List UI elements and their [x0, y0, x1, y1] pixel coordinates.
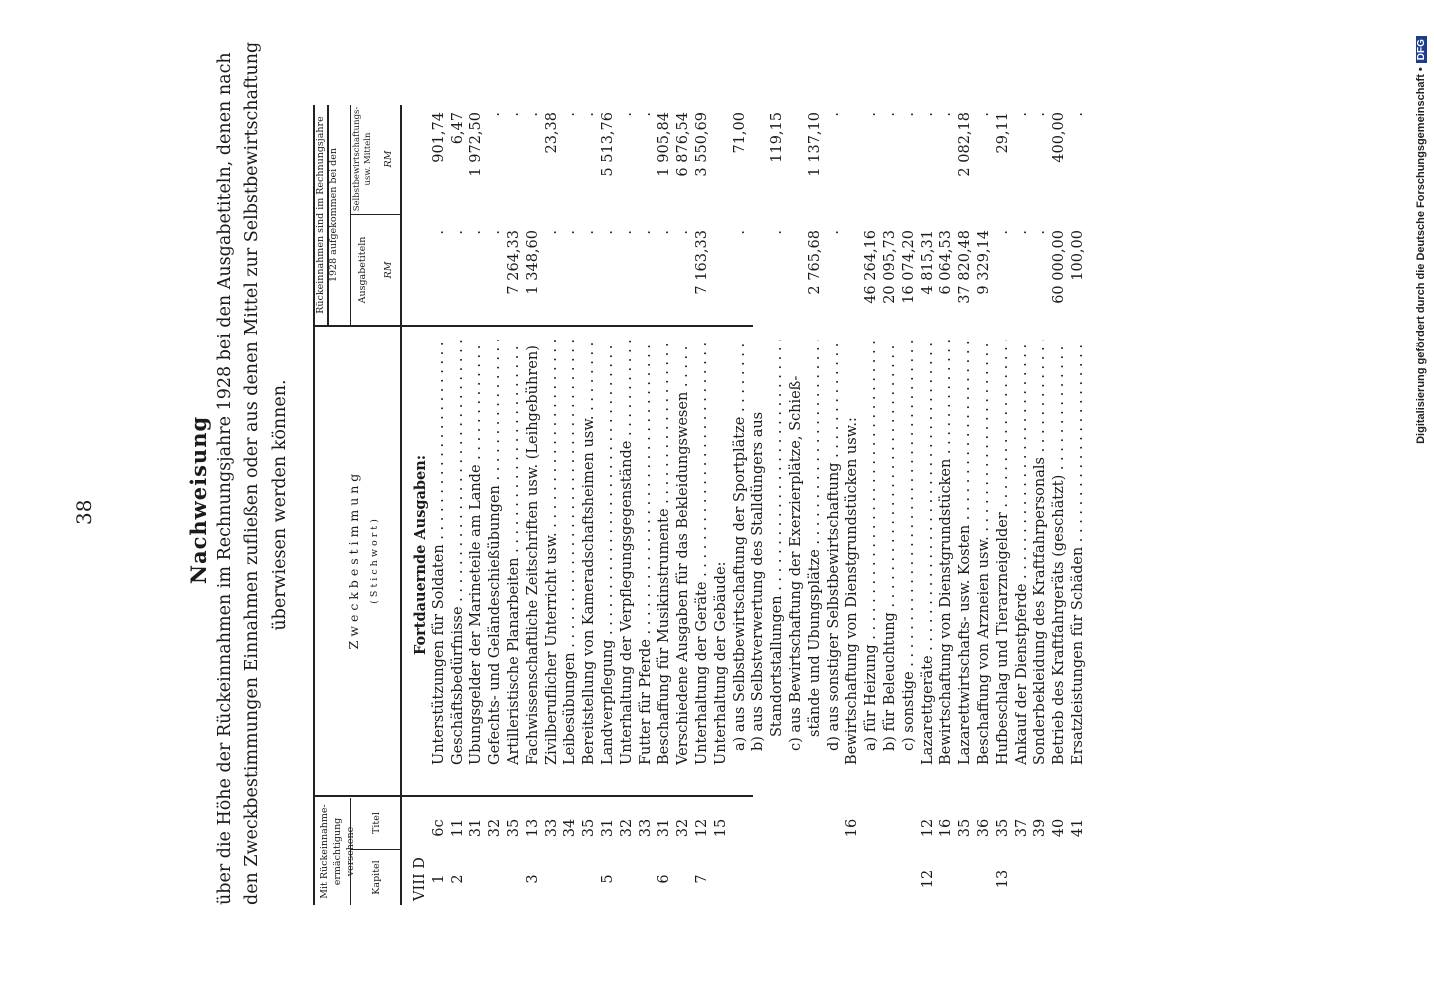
- cell-ausgabetiteln: 2 765,68: [806, 230, 823, 295]
- cell-zweckbestimmung: Fortdauernde Ausgaben:: [412, 454, 429, 655]
- cell-ausgabetiteln: .: [994, 230, 1011, 235]
- cell-ausgabetiteln: .: [1013, 230, 1030, 235]
- table-row: [562, 105, 581, 905]
- cell-titel: 32: [618, 818, 635, 838]
- cell-titel: 6c: [430, 819, 447, 837]
- cell-selbstbewirtschaftung: 901,74: [430, 112, 447, 163]
- table-row: [412, 105, 431, 905]
- cell-kapitel: 2: [449, 874, 466, 884]
- cell-zweckbestimmung: Futter für Pferde . . .: [638, 340, 654, 765]
- subtitle-line-1: über die Höhe der Rückeinnahmen im Rechnungsjahre 1928 bei den Ausgabetiteln, denen nach: [215, 52, 235, 905]
- cell-ausgabetiteln: .: [675, 230, 692, 235]
- cell-selbstbewirtschaftung: 2 082,18: [957, 112, 974, 177]
- cell-zweckbestimmung: Leibesübungen . . .: [562, 340, 578, 765]
- table-row: [901, 105, 920, 905]
- cell-zweckbestimmung: b) aus Selbstverwertung des Stalldüngers aus: [750, 411, 767, 751]
- cell-ausgabetiteln: .: [468, 230, 485, 235]
- cell-zweckbestimmung: Unterstützungen für Soldaten . . .: [431, 340, 447, 765]
- cell-zweckbestimmung: Gefechts- und Geländeschießübungen . . .: [487, 340, 503, 765]
- cell-zweckbestimmung: Artilleristische Planarbeiten . . .: [506, 340, 522, 765]
- cell-zweckbestimmung: Bereitstellung von Kameradschaftsheimen usw. . . .: [581, 340, 597, 765]
- table-row: [1032, 105, 1051, 905]
- cell-zweckbestimmung: Geschäftsbedürfnisse . . .: [450, 340, 466, 765]
- header-kapitel: Kapitel: [371, 860, 382, 895]
- cell-ausgabetiteln: .: [449, 230, 466, 235]
- cell-zweckbestimmung: Landverpflegung . . .: [600, 340, 616, 765]
- cell-titel: 13: [524, 818, 541, 838]
- table-row: [957, 105, 976, 905]
- table-row: [920, 105, 939, 905]
- cell-zweckbestimmung: Beschaffung von Arzneien usw. . . .: [976, 340, 992, 765]
- cell-titel: 31: [656, 818, 673, 838]
- cell-selbstbewirtschaftung: .: [882, 112, 898, 117]
- cell-ausgabetiteln: .: [430, 230, 447, 235]
- cell-zweckbestimmung: Bewirtschaftung von Dienstgrundstücken usw.:: [844, 417, 861, 765]
- cell-titel: 16: [844, 818, 861, 838]
- cell-ausgabetiteln: .: [769, 230, 786, 235]
- cell-kapitel: 7: [694, 874, 710, 884]
- table-row: [431, 105, 450, 905]
- digitization-note: [1411, 0, 1431, 1000]
- cell-titel: 40: [1051, 818, 1068, 838]
- cell-ausgabetiteln: 9 329,14: [976, 230, 992, 295]
- cell-zweckbestimmung: b) für Beleuchtung . . .: [882, 340, 898, 751]
- cell-titel: 36: [976, 818, 992, 838]
- cell-zweckbestimmung: Sonderbekleidung des Kraftfahrpersonals . . .: [1032, 340, 1048, 765]
- subtitle-line-2: den Zweckbestimmungen Einnahmen zufließen oder aus denen Mittel zur Selbstbewirtschaftung: [242, 41, 262, 905]
- table-row: [713, 105, 732, 905]
- header-group: Mit Rückeinnahme-ermächtigung versehene: [319, 804, 356, 899]
- header-rueck: Rückeinnahmen sind im Rechnungsjahre 1928 aufgekommen bei den: [315, 116, 339, 314]
- header-unit-2: RM: [383, 150, 394, 168]
- cell-selbstbewirtschaftung: 6 876,54: [675, 112, 692, 177]
- cell-selbstbewirtschaftung: 1 972,50: [468, 112, 485, 177]
- cell-zweckbestimmung: Betrieb des Kraftfahrgeräts (geschätzt) . . .: [1051, 340, 1067, 765]
- cell-selbstbewirtschaftung: 400,00: [1051, 112, 1068, 163]
- cell-titel: 31: [468, 818, 485, 838]
- cell-selbstbewirtschaftung: .: [581, 112, 598, 117]
- cell-selbstbewirtschaftung: .: [1013, 112, 1030, 117]
- cell-zweckbestimmung: Hufbeschlag und Tierarzneigelder . . .: [995, 340, 1011, 765]
- cell-titel: 37: [1013, 818, 1030, 838]
- cell-zweckbestimmung: Lazarettgeräte . . .: [920, 340, 936, 765]
- cell-ausgabetiteln: 100,00: [1070, 230, 1086, 281]
- table-row: [1070, 105, 1089, 905]
- table-row: [938, 105, 957, 905]
- cell-selbstbewirtschaftung: 119,15: [769, 112, 786, 163]
- cell-selbstbewirtschaftung: 6,47: [449, 112, 466, 145]
- cell-titel: 35: [994, 818, 1011, 838]
- cell-ausgabetiteln: .: [656, 230, 673, 235]
- cell-selbstbewirtschaftung: 1 905,84: [656, 112, 673, 177]
- cell-ausgabetiteln: 7 163,33: [694, 230, 710, 295]
- cell-selbstbewirtschaftung: .: [487, 112, 504, 117]
- cell-selbstbewirtschaftung: .: [562, 112, 579, 117]
- side-note-text: Digitalisierung gefördert durch die Deutsche Forschungsgemeinschaft •: [1415, 67, 1427, 444]
- cell-selbstbewirtschaftung: .: [1032, 112, 1049, 117]
- cell-zweckbestimmung: Standortstallungen . . .: [769, 340, 785, 737]
- cell-ausgabetiteln: .: [825, 230, 842, 235]
- table-row: [1014, 105, 1033, 905]
- page-number: 38: [72, 499, 96, 525]
- cell-ausgabetiteln: .: [731, 230, 748, 235]
- cell-selbstbewirtschaftung: .: [825, 112, 842, 117]
- cell-ausgabetiteln: .: [637, 230, 654, 235]
- table-row: [995, 105, 1014, 905]
- table-row: [600, 105, 619, 905]
- table-row: [826, 105, 845, 905]
- cell-ausgabetiteln: 1 348,60: [524, 230, 541, 295]
- cell-zweckbestimmung: Unterhaltung der Gebäude:: [712, 561, 729, 765]
- cell-ausgabetiteln: 6 064,53: [938, 230, 955, 295]
- cell-titel: 16: [938, 818, 955, 838]
- cell-zweckbestimmung: a) für Heizung . . .: [863, 340, 879, 751]
- table-row: [656, 105, 675, 905]
- cell-titel: 33: [637, 818, 654, 838]
- page-title: Nachweisung: [186, 415, 211, 585]
- cell-selbstbewirtschaftung: .: [1070, 112, 1086, 117]
- cell-selbstbewirtschaftung: .: [863, 112, 880, 117]
- table-row: [638, 105, 657, 905]
- cell-selbstbewirtschaftung: 29,11: [994, 112, 1011, 154]
- cell-zweckbestimmung: Ersatzleistungen für Schäden . . .: [1070, 340, 1086, 765]
- cell-ausgabetiteln: .: [581, 230, 598, 235]
- cell-zweckbestimmung: Fachwissenschaftliche Zeitschriften usw. (Leihgebühren) . . .: [525, 340, 541, 765]
- cell-zweckbestimmung: Bewirtschaftung von Dienstgrundstücken . . .: [938, 340, 954, 765]
- cell-ausgabetiteln: 46 264,16: [863, 230, 880, 304]
- cell-zweckbestimmung: Lazarettwirtschafts- usw. Kosten . . .: [957, 340, 973, 765]
- table-row: [487, 105, 506, 905]
- cell-kapitel: 3: [524, 874, 541, 884]
- table-row: [506, 105, 525, 905]
- cell-zweckbestimmung: Beschaffung für Musikinstrumente . . .: [656, 340, 672, 765]
- cell-selbstbewirtschaftung: .: [524, 112, 541, 117]
- header-ausgabetiteln: Ausgabetiteln: [357, 236, 368, 304]
- cell-kapitel: 5: [600, 874, 616, 884]
- table-row: [750, 105, 769, 905]
- cell-selbstbewirtschaftung: .: [900, 112, 917, 117]
- table-row: [1051, 105, 1070, 905]
- dfg-logo: DFG: [1416, 36, 1427, 63]
- cell-titel: 11: [449, 818, 466, 838]
- cell-ausgabetiteln: 60 000,00: [1051, 230, 1068, 304]
- cell-zweckbestimmung: Ankauf der Dienstpferde . . .: [1014, 340, 1030, 765]
- cell-selbstbewirtschaftung: 1 137,10: [806, 112, 823, 177]
- table-row: [769, 105, 788, 905]
- cell-ausgabetiteln: .: [562, 230, 579, 235]
- table-row: [544, 105, 563, 905]
- cell-zweckbestimmung: d) aus sonstiger Selbstbewirtschaftung . . .: [826, 340, 842, 751]
- table-row: [675, 105, 694, 905]
- cell-titel: 32: [487, 818, 504, 838]
- cell-titel: 35: [581, 818, 598, 838]
- cell-selbstbewirtschaftung: .: [976, 112, 992, 117]
- table-row: [581, 105, 600, 905]
- header-titel: Titel: [371, 812, 382, 834]
- cell-ausgabetiteln: 7 264,33: [506, 230, 522, 295]
- cell-ausgabetiteln: 37 820,48: [957, 230, 974, 304]
- cell-zweckbestimmung: a) aus Selbstbewirtschaftung der Sportplätze . . .: [732, 340, 748, 751]
- header-stichwort: ( S t i c h w o r t ): [369, 519, 380, 604]
- cell-titel: 41: [1070, 818, 1086, 838]
- header-bottom-rule: [400, 105, 402, 905]
- table-row: [882, 105, 901, 905]
- cell-kapitel: VIII D: [412, 857, 428, 901]
- cell-titel: 15: [712, 818, 729, 838]
- cell-titel: 35: [506, 818, 522, 838]
- cell-ausgabetiteln: .: [618, 230, 635, 235]
- cell-selbstbewirtschaftung: 71,00: [731, 112, 748, 154]
- cell-selbstbewirtschaftung: .: [637, 112, 654, 117]
- table-row: [525, 105, 544, 905]
- rueck-header-rule: [350, 105, 351, 327]
- table-row: [976, 105, 995, 905]
- cell-titel: 12: [694, 818, 710, 838]
- cell-titel: 33: [543, 818, 560, 838]
- cell-ausgabetiteln: 20 095,73: [882, 230, 898, 304]
- table-row: [619, 105, 638, 905]
- cell-selbstbewirtschaftung: 23,38: [543, 112, 560, 154]
- cell-zweckbestimmung: Unterhaltung der Verpflegungsgegenstände . . .: [619, 340, 635, 765]
- header-selbst: Selbstbewirtschaftungs- usw. Mitteln: [352, 106, 373, 212]
- cell-selbstbewirtschaftung: 3 550,69: [694, 112, 710, 177]
- header-unit-1: RM: [383, 261, 394, 279]
- cell-ausgabetiteln: .: [543, 230, 560, 235]
- cell-ausgabetiteln: .: [1032, 230, 1049, 235]
- cell-ausgabetiteln: 4 815,31: [919, 230, 936, 295]
- cell-titel: 34: [562, 818, 579, 838]
- cell-zweckbestimmung: Übungsgelder der Marineteile am Lande . . .: [468, 340, 484, 765]
- cell-kapitel: 6: [656, 874, 673, 884]
- cell-titel: 35: [957, 818, 974, 838]
- table-row: [694, 105, 713, 905]
- cell-selbstbewirtschaftung: .: [938, 112, 955, 117]
- cell-ausgabetiteln: .: [487, 230, 504, 235]
- cell-zweckbestimmung: c) aus Bewirtschaftung der Exerzierplätze, Schieß-: [788, 375, 804, 751]
- cell-zweckbestimmung: stände und Übungsplätze . . .: [807, 340, 823, 737]
- header-zweck: Z w e c k b e s t i m m u n g: [346, 473, 361, 650]
- cell-selbstbewirtschaftung: .: [506, 112, 522, 117]
- cell-zweckbestimmung: Zivilberuflicher Unterricht usw. . . .: [544, 340, 560, 765]
- cell-ausgabetiteln: .: [600, 230, 616, 235]
- cell-selbstbewirtschaftung: .: [919, 112, 936, 117]
- cell-selbstbewirtschaftung: .: [618, 112, 635, 117]
- table-row: [450, 105, 469, 905]
- table-row: [732, 105, 751, 905]
- cell-kapitel: 13: [994, 869, 1011, 889]
- table-row: [788, 105, 807, 905]
- cell-selbstbewirtschaftung: 5 513,76: [600, 112, 616, 177]
- cell-zweckbestimmung: Unterhaltung der Geräte . . .: [694, 340, 710, 765]
- cell-titel: 31: [600, 818, 616, 838]
- table-row: [807, 105, 826, 905]
- table-row: [844, 105, 863, 905]
- subtitle-line-3: überwiesen werden können.: [270, 379, 290, 631]
- cell-titel: 39: [1032, 818, 1049, 838]
- cell-zweckbestimmung: Verschiedene Ausgaben für das Bekleidungswesen . . .: [675, 340, 691, 765]
- cell-titel: 32: [675, 818, 692, 838]
- cell-titel: 12: [919, 818, 936, 838]
- table-row: [863, 105, 882, 905]
- cell-zweckbestimmung: c) sonstige . . .: [901, 340, 917, 751]
- cell-ausgabetiteln: 16 074,20: [900, 230, 917, 304]
- cell-kapitel: 1: [430, 874, 447, 884]
- cell-kapitel: 12: [919, 869, 936, 889]
- table-row: [468, 105, 487, 905]
